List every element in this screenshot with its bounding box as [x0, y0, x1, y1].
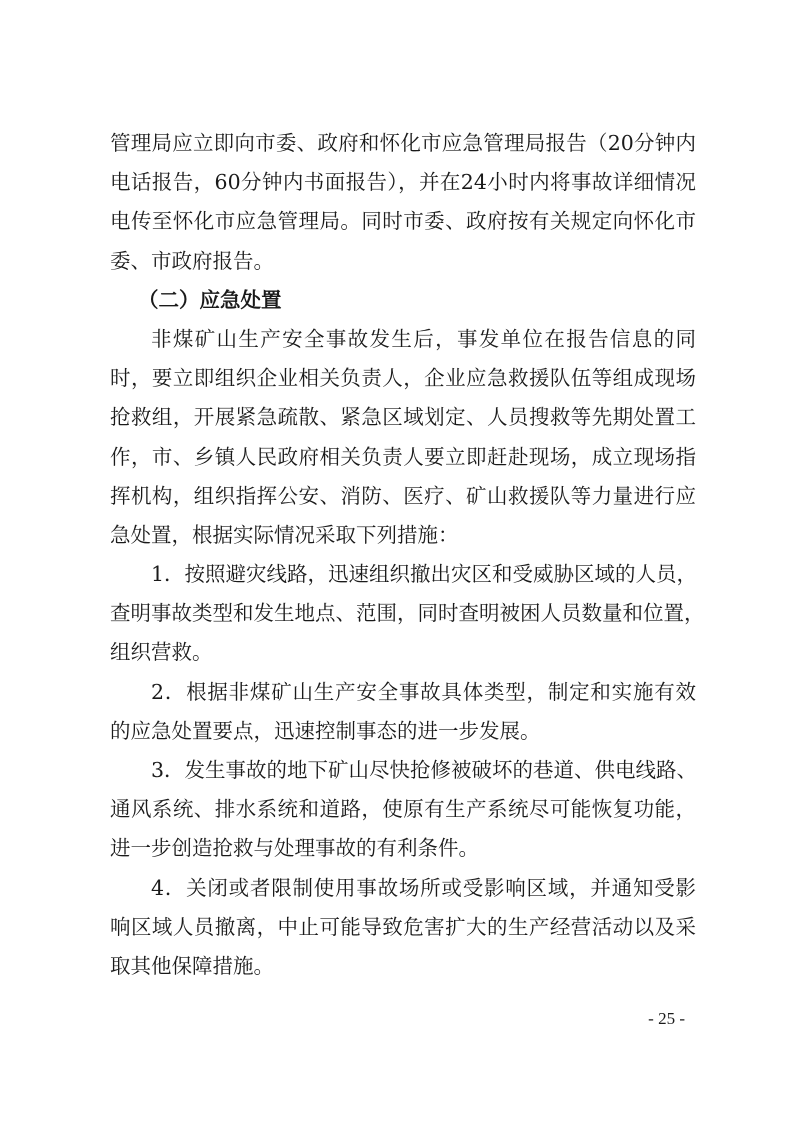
- section-heading-emergency-response: （二）应急处置: [138, 287, 282, 312]
- text-line: 急处置，根据实际情况采取下列措施：: [110, 522, 459, 547]
- text-line: 3．发生事故的地下矿山尽快抢修被破坏的巷道、供电线路、: [151, 758, 698, 782]
- text-line: 管理局应立即向市委、政府和怀化市应急管理局报告（20分钟内: [110, 131, 696, 155]
- text-line: 组织营救。: [110, 640, 213, 665]
- text-line: 的应急处置要点，迅速控制事态的进一步发展。: [110, 718, 541, 743]
- list-item-measure-4: [110, 869, 696, 987]
- document-body: [110, 124, 705, 986]
- text-line: 作，市、乡镇人民政府相关负责人要立即赶赴现场，成立现场指: [110, 444, 696, 469]
- text-line: 抢救组，开展紧急疏散、紧急区域划定、人员搜救等先期处置工: [110, 405, 696, 430]
- list-item-measure-1: [110, 555, 705, 673]
- text-line: 通风系统、排水系统和道路，使原有生产系统尽可能恢复功能，: [110, 797, 696, 822]
- text-line: 挥机构，组织指挥公安、消防、医疗、矿山救援队等力量进行应: [110, 483, 696, 508]
- text-line: 4．关闭或者限制使用事故场所或受影响区域，并通知受影: [151, 875, 696, 900]
- text-line: 1．按照避灾线路，迅速组织撤出灾区和受威胁区域的人员，: [151, 562, 698, 587]
- text-line: 进一步创造抢救与处理事故的有利条件。: [110, 836, 479, 861]
- page-number: - 25 -: [648, 1009, 685, 1028]
- list-item-measure-2: [110, 673, 696, 751]
- text-line: 委、市政府报告。: [110, 248, 274, 273]
- text-line: 电传至怀化市应急管理局。同时市委、政府按有关规定向怀化市: [110, 209, 696, 234]
- text-line: 取其他保障措施。: [110, 953, 274, 978]
- list-item-measure-3: [110, 751, 696, 869]
- text-line: 2．根据非煤矿山生产安全事故具体类型，制定和实施有效: [151, 679, 696, 704]
- text-line: 查明事故类型和发生地点、范围，同时查明被困人员数量和位置，: [110, 601, 705, 626]
- paragraph-emergency-response: [110, 320, 696, 555]
- text-line: 时，要立即组织企业相关负责人，企业应急救援队伍等组成现场: [110, 366, 696, 391]
- paragraph-reporting-continuation: [110, 124, 696, 281]
- text-line: 电话报告，60分钟内书面报告），并在24小时内将事故详细情况: [110, 170, 696, 195]
- text-line: 非煤矿山生产安全事故发生后，事发单位在报告信息的同: [151, 326, 696, 351]
- text-line: 响区域人员撤离，中止可能导致危害扩大的生产经营活动以及采: [110, 914, 696, 939]
